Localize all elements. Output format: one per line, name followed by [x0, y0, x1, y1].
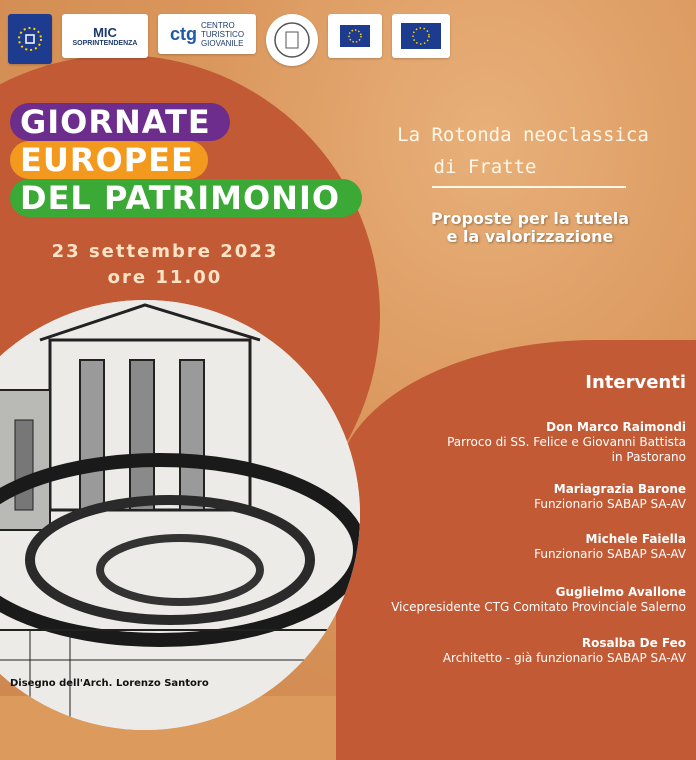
- speaker: [534, 482, 686, 512]
- divider: [432, 186, 626, 188]
- speaker-role: Funzionario SABAP SA-AV: [534, 547, 686, 561]
- event-date: 23 settembre 2023: [51, 241, 279, 262]
- topic-subtitle: [380, 210, 680, 246]
- speaker-role: Parroco di SS. Felice e Giovanni Battista: [447, 435, 686, 449]
- speaker-role: in Pastorano: [611, 450, 686, 464]
- speaker: [534, 532, 686, 562]
- eu-flag-icon: [340, 25, 370, 47]
- council-flag-icon: [401, 23, 441, 49]
- speaker-role: Architetto - già funzionario SABAP SA-AV: [442, 651, 686, 665]
- speaker-name: Guglielmo Avallone: [555, 585, 686, 599]
- speaker-role: Vicepresidente CTG Comitato Provinciale Salerno: [391, 600, 686, 614]
- seal-icon: [272, 20, 312, 60]
- ctg-logo: ctg CENTRO TURISTICO GIOVANILE: [158, 14, 256, 54]
- speaker: [443, 636, 686, 666]
- title-line-1: GIORNATE: [10, 103, 230, 141]
- speaker: [391, 585, 686, 615]
- diocese-logo: [266, 14, 318, 66]
- council-of-europe-logo: [392, 14, 450, 58]
- european-commission-logo: [328, 14, 382, 58]
- topic-title-line-2: di Fratte: [433, 156, 537, 178]
- topic-subtitle-line-2: e la valorizzazione: [446, 227, 614, 246]
- topic-title-line-1: La Rotonda neoclassica: [397, 124, 649, 146]
- mic-logo: MIC SOPRINTENDENZA: [62, 14, 148, 58]
- drawing-credit: Disegno dell'Arch. Lorenzo Santoro: [10, 678, 209, 689]
- interventi-heading: Interventi: [585, 372, 686, 393]
- speaker: [447, 420, 686, 465]
- speaker-name: Don Marco Raimondi: [546, 420, 686, 434]
- speaker-name: Rosalba De Feo: [581, 636, 686, 650]
- partner-logos: [8, 14, 450, 66]
- stars-icon: [15, 24, 45, 54]
- european-heritage-days-logo: [8, 14, 52, 64]
- speaker-name: Michele Faiella: [585, 532, 686, 546]
- topic-subtitle-line-1: Proposte per la tutela: [430, 209, 630, 228]
- speaker-role: Funzionario SABAP SA-AV: [534, 497, 686, 511]
- title-line-2: EUROPEE: [10, 141, 208, 179]
- event-time: ore 11.00: [107, 267, 223, 288]
- speaker-name: Mariagrazia Barone: [553, 482, 686, 496]
- title-line-3: DEL PATRIMONIO: [10, 179, 362, 217]
